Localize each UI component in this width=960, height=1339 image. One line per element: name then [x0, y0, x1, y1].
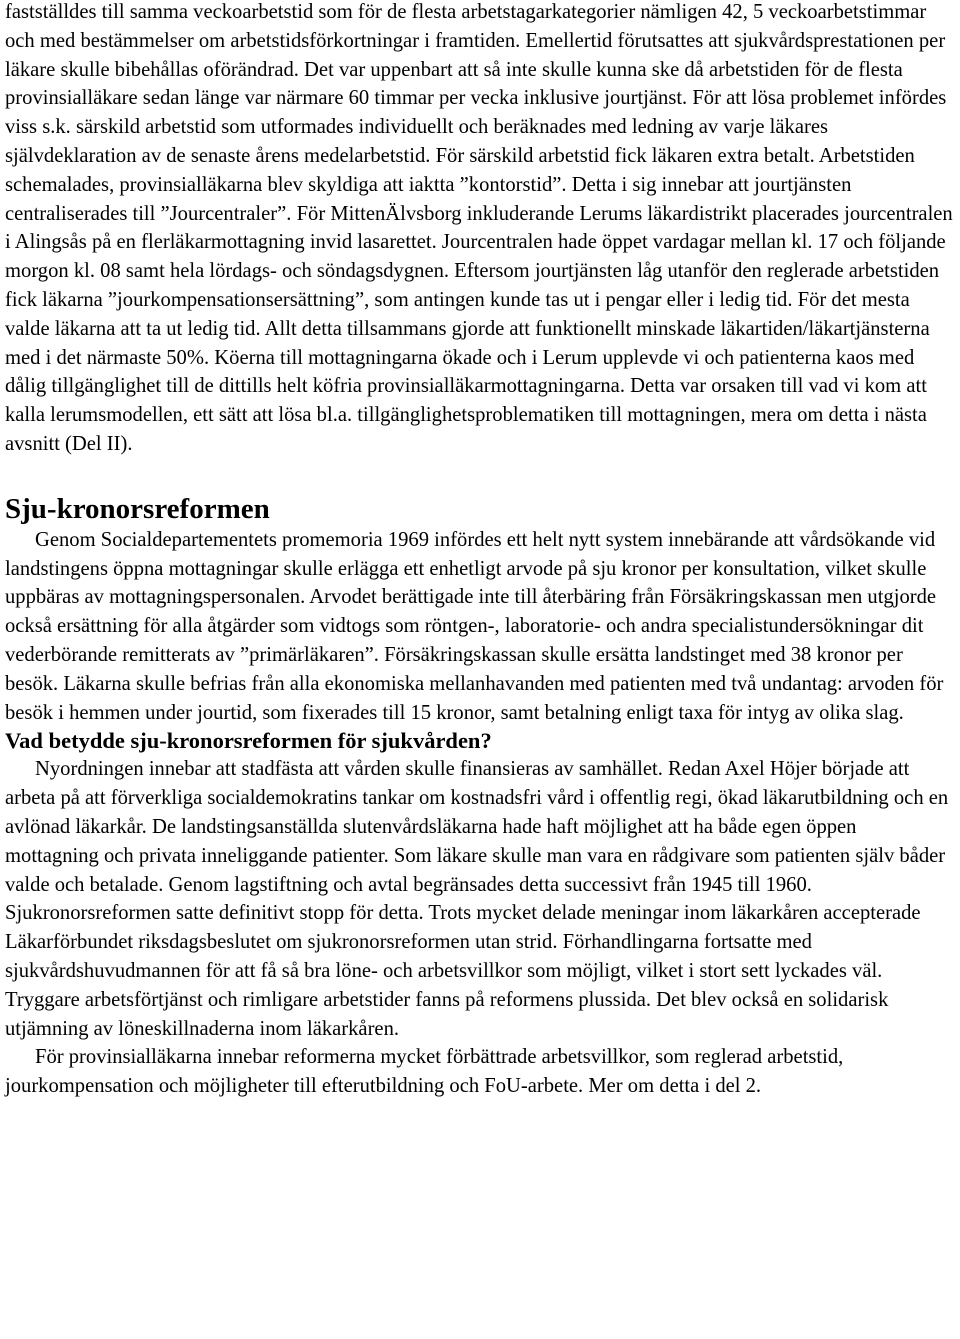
subsection-paragraph: Nyordningen innebar att stadfästa att vården skulle finansieras av samhället. Redan Axel Höjer började att arbeta på att förverkliga socialdemokratins tankar om kostnadsfri vård i offentlig regi, ökad läkarutbildning och en avlönad läkarkår. De landstingsanställda slutenvårdsläkarna hade haft möjlighet att ha både egen öppen mottagning och privata inneliggande patienter. Som läkare skulle man vara en rådgivare som patienten själv båder valde och betalade. Genom lagstiftning och avtal begränsades detta successivt från 1945 till 1960. Sjukronorsreformen satte definitivt stopp för detta. Trots mycket delade meningar inom läkarkåren accepterade Läkarförbundet riksdagsbeslutet om sjukronorsreformen utan strid. Förhandlingarna fortsatte med sjukvårdshuvudmannen för att få så bra löne- och arbetsvillkor som möjligt, vilket i stort sett lyckades väl. Tryggare arbetsförtjänst och rimligare arbetstider fanns på reformens plussida. Det blev också en solidarisk utjämning av löneskillnaderna inom läkarkåren.	[5, 758, 949, 1040]
section-paragraph: Genom Socialdepartementets promemoria 1969 infördes ett helt nytt system innebärande att vårdsökande vid landstingens öppna mottagningar skulle erlägga ett enhetligt arvode på sju kronor per konsultation, vilket skulle uppbäras av mottagningspersonalen. Arvodet berättigade inte till återbäring från Försäkringskassan men utgjorde också ersättning för alla åtgärder som vidtogs som röntgen-, laboratorie- och andra specialistundersökningar dit vederbörande remitterats av ”primärläkaren”. Försäkringskassan skulle ersätta landstinget med 38 kronor per besök. Läkarna skulle befrias från alla ekonomiska mellanhavanden med patienten med två undantag: arvoden för besök i hemmen under jourtid, som fixerades till 15 kronor, samt betalning enligt taxa för intyg av olika slag.	[5, 528, 944, 724]
subsection-heading: Vad betydde sju-kronorsreformen för sjukvården?	[5, 728, 492, 754]
body-paragraph: fastställdes till samma veckoarbetstid som för de flesta arbetstagarkategorier nämligen 42, 5 veckoarbetstimmar och med bestämmelser om arbetstidsförkortningar i framtiden. Emellertid förutsattes att sjukvårdsprestationen per läkare skulle bibehållas oförändrad. Det var uppenbart att så inte skulle kunna ske då arbetstiden för de flesta provinsialläkare sedan länge var närmare 60 timmar per vecka inklusive jourtjänst. För att lösa problemet infördes viss s.k. särskild arbetstid som utformades individuellt och beräknades med ledning av varje läkares självdeklaration av de senaste årens medelarbetstid. För särskild arbetstid fick läkaren extra betalt. Arbetstiden schemalades, provinsialläkarna blev skyldiga att iaktta ”kontorstid”. Detta i sig innebar att jourtjänsten centraliserades till ”Jourcentraler”. För MittenÄlvsborg inkluderande Lerums läkardistrikt placerades jourcentralen i Alingsås på en flerläkarmottagning invid lasarettet. Jourcentralen hade öppet vardagar mellan kl. 17 och följande morgon kl. 08 samt hela lördags- och söndagsdygnen. Eftersom jourtjänsten låg utanför den reglerade arbetstiden fick läkarna ”jourkompensationsersättning”, som antingen kunde tas ut i pengar eller i ledig tid. För det mesta valde läkarna att ta ut ledig tid. Allt detta tillsammans gjorde att funktionellt minskade läkartiden/läkartjänsterna med i det närmaste 50%. Köerna till mottagningarna ökade och i Lerum upplevde vi och patienterna kaos med dålig tillgänglighet till de dittills helt köfria provinsialläkarmottagningarna. Detta var orsaken till vad vi kom att kalla lerumsmodellen, ett sätt att lösa bl.a. tillgänglighetsproblematiken till mottagningen, mera om detta i nästa avsnitt (Del II).	[5, 1, 953, 455]
section-heading: Sju-kronorsreformen	[5, 492, 270, 525]
document-page	[5, 0, 955, 1101]
subsection-paragraph: För provinsialläkarna innebar reformerna mycket förbättrade arbetsvillkor, som reglerad arbetstid, jourkompensation och möjligheter till efterutbildning och FoU-arbete. Mer om detta i del 2.	[5, 1046, 844, 1098]
